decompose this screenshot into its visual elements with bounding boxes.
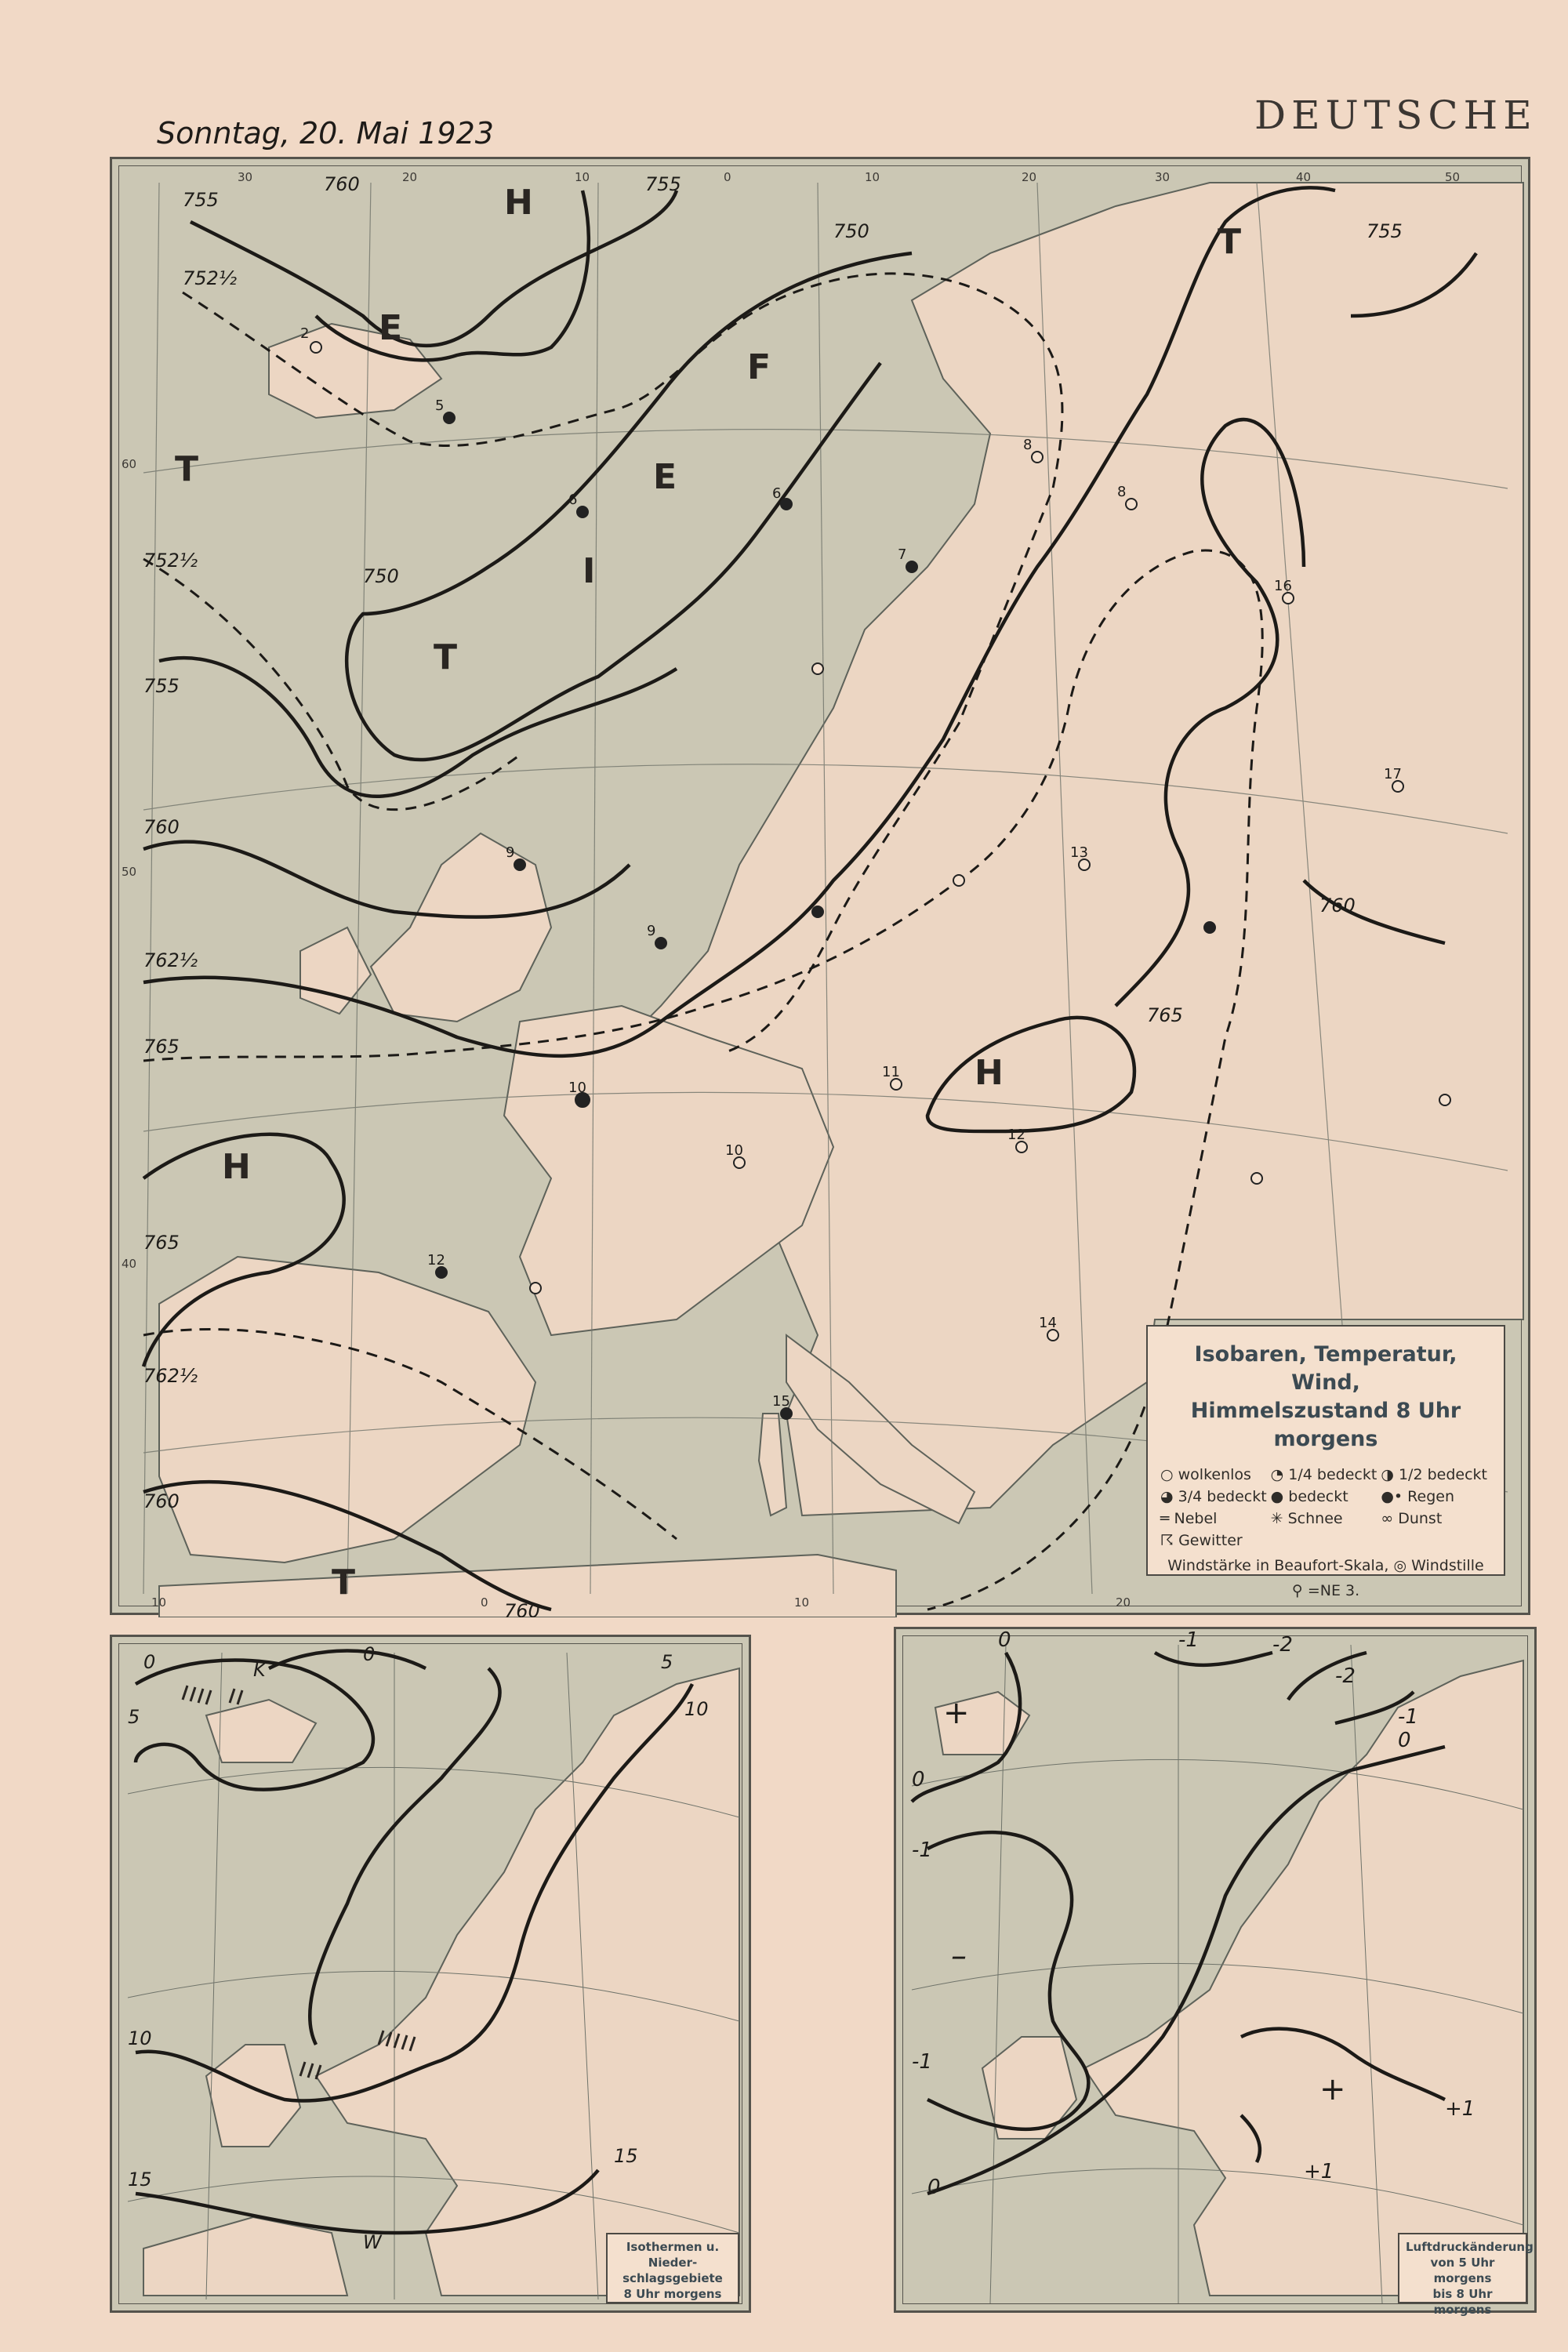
isobar-label: 750 xyxy=(833,220,869,242)
station-temp: 13 xyxy=(1070,844,1088,861)
legend-item: ◑ 1/2 bedeckt xyxy=(1381,1466,1487,1483)
isobar-label: 760 xyxy=(143,1490,180,1512)
station-temp: 12 xyxy=(1007,1127,1025,1143)
pressure-letter-i: I xyxy=(583,551,596,591)
lon-tick: 40 xyxy=(1296,170,1312,184)
lon-tick: 10 xyxy=(575,170,590,184)
lon-tick-bottom: 0 xyxy=(481,1595,488,1610)
pressure-change-label: -1 xyxy=(1398,1705,1418,1729)
isotherm-label: 15 xyxy=(614,2145,638,2167)
pressure-letter-h3: H xyxy=(975,1053,1004,1093)
pressure-letter-f: F xyxy=(747,347,771,387)
station-temp: 8 xyxy=(1023,437,1033,453)
pressure-change-caption: Luftdruckänderung von 5 Uhr morgens bis 8 Uhr morgens xyxy=(1398,2233,1527,2303)
legend-item: ◕ 3/4 bedeckt xyxy=(1160,1488,1267,1505)
isobar-label: 765 xyxy=(143,1232,180,1254)
pressure-letter-t2: T xyxy=(1218,222,1242,262)
isobar-label: 760 xyxy=(324,173,360,195)
pressure-change-label: 0 xyxy=(998,1629,1011,1652)
legend-symbol-grid xyxy=(1160,1466,1491,1549)
lon-tick: 30 xyxy=(238,170,253,184)
lat-tick: 40 xyxy=(122,1257,137,1271)
legend-title-line2: Himmelszustand 8 Uhr morgens xyxy=(1190,1399,1461,1451)
pressure-change-map xyxy=(894,1627,1537,2317)
station-temp: 5 xyxy=(435,397,445,414)
station-temp: 2 xyxy=(300,325,310,342)
pressure-change-label: + xyxy=(1319,2071,1346,2107)
station-temp: 15 xyxy=(772,1393,790,1410)
lon-tick: 20 xyxy=(402,170,418,184)
pressure-change-label: 0 xyxy=(912,1768,925,1791)
station-temp: 16 xyxy=(1274,578,1292,594)
station-temp: 11 xyxy=(882,1064,900,1080)
isobar-label: 752½ xyxy=(183,267,238,289)
isobar-label: 760 xyxy=(143,816,180,838)
pressure-change-label: -1 xyxy=(912,2050,932,2074)
legend-item: ☈ Gewitter xyxy=(1160,1532,1243,1549)
isobar-label: 765 xyxy=(1147,1004,1183,1026)
pressure-change-graphic xyxy=(896,1629,1539,2315)
isobar-label: 765 xyxy=(143,1036,180,1058)
newspaper-masthead: DEUTSCHE xyxy=(1254,93,1537,138)
station-temp: 6 xyxy=(772,485,782,502)
station-temp: 10 xyxy=(568,1080,586,1096)
issue-date: Sonntag, 20. Mai 1923 xyxy=(157,116,494,151)
legend-item: ●• Regen xyxy=(1381,1488,1455,1505)
lon-tick-bottom: 10 xyxy=(151,1595,167,1610)
legend-item: ○ wolkenlos xyxy=(1160,1466,1251,1483)
lat-tick: 60 xyxy=(122,457,137,471)
pressure-change-label: + xyxy=(943,1695,970,1731)
pressure-letter-t3: T xyxy=(434,637,458,677)
station-temp: 6 xyxy=(568,492,578,508)
pressure-letter-t1: T xyxy=(175,449,199,489)
isobar-label: 762½ xyxy=(143,1365,198,1387)
legend-item: ∞ Dunst xyxy=(1381,1510,1443,1527)
pressure-change-label: 0 xyxy=(1398,1729,1411,1752)
station-temp: 9 xyxy=(647,923,656,939)
isobar-label: 760 xyxy=(504,1600,540,1617)
lon-tick: 10 xyxy=(865,170,880,184)
isotherm-label: 10 xyxy=(128,2027,152,2049)
station-temp: 12 xyxy=(427,1252,445,1269)
isotherm-map-graphic xyxy=(112,1637,753,2315)
pressure-change-label: -1 xyxy=(1178,1629,1199,1652)
legend-item: ◔ 1/4 bedeckt xyxy=(1270,1466,1377,1483)
pressure-letter-t4: T xyxy=(332,1563,356,1602)
lon-tick: 0 xyxy=(724,170,731,184)
lon-tick: 50 xyxy=(1445,170,1461,184)
wind-arrow-icon: ⚲ xyxy=(1291,1582,1303,1599)
lon-tick-bottom: 10 xyxy=(794,1595,810,1610)
lon-tick-bottom: 20 xyxy=(1116,1595,1131,1610)
legend-title-line1: Isobaren, Temperatur, Wind, xyxy=(1194,1342,1457,1395)
station-temp: 17 xyxy=(1384,766,1402,782)
isobar-label: 755 xyxy=(1367,220,1403,242)
pressure-change-label: -2 xyxy=(1335,1664,1356,1688)
isobar-label: 760 xyxy=(1319,895,1356,916)
isobar-label: 752½ xyxy=(143,550,198,572)
legend-wind-note: Windstärke in Beaufort-Skala, ◎ Windstille xyxy=(1167,1557,1484,1574)
isotherm-label: 0 xyxy=(363,1643,376,1665)
map-legend xyxy=(1146,1325,1505,1599)
isobar-label: 750 xyxy=(363,565,399,587)
legend-wind-example: ⚲ =NE 3. xyxy=(1291,1582,1360,1599)
isotherm-label: 10 xyxy=(684,1698,709,1720)
pressure-change-label: +1 xyxy=(1304,2160,1334,2183)
pressure-change-label: +1 xyxy=(1445,2097,1475,2121)
isotherm-map xyxy=(110,1635,751,2313)
isotherm-label: 0 xyxy=(143,1651,156,1673)
pressure-change-label: -2 xyxy=(1272,1633,1293,1657)
station-temp: 10 xyxy=(725,1142,743,1159)
isobar-label: 755 xyxy=(183,189,219,211)
pressure-letter-h2: H xyxy=(222,1147,251,1187)
station-temp: 8 xyxy=(1117,484,1127,500)
station-temp: 9 xyxy=(506,844,515,861)
pressure-letter-h1: H xyxy=(504,183,533,223)
legend-item: ● bedeckt xyxy=(1270,1488,1348,1505)
isotherm-label: 5 xyxy=(128,1706,140,1728)
isotherm-label: 15 xyxy=(128,2169,152,2190)
isotherm-caption: Isothermen u. Nieder- schlagsgebiete 8 Uhr morgens xyxy=(606,2233,739,2303)
isotherm-label: K xyxy=(253,1659,266,1681)
pressure-letter-e: E xyxy=(653,457,677,497)
station-temp: 14 xyxy=(1039,1315,1057,1331)
isotherm-label: W xyxy=(363,2231,382,2253)
lat-tick: 50 xyxy=(122,865,137,879)
pressure-change-label: -1 xyxy=(912,1838,932,1862)
station-temp: 7 xyxy=(898,546,907,563)
isobar-label: 755 xyxy=(143,675,180,697)
isotherm-label: 5 xyxy=(661,1651,673,1673)
legend-item: ═ Nebel xyxy=(1160,1510,1218,1527)
legend-item: ✳ Schnee xyxy=(1270,1510,1343,1527)
lon-tick: 20 xyxy=(1022,170,1037,184)
lon-tick: 30 xyxy=(1155,170,1171,184)
pressure-letter-t5: E xyxy=(379,308,403,348)
isobar-label: 762½ xyxy=(143,949,198,971)
pressure-change-label: – xyxy=(951,1938,967,1974)
pressure-change-label: 0 xyxy=(927,2176,941,2199)
isobar-label: 755 xyxy=(645,173,681,195)
